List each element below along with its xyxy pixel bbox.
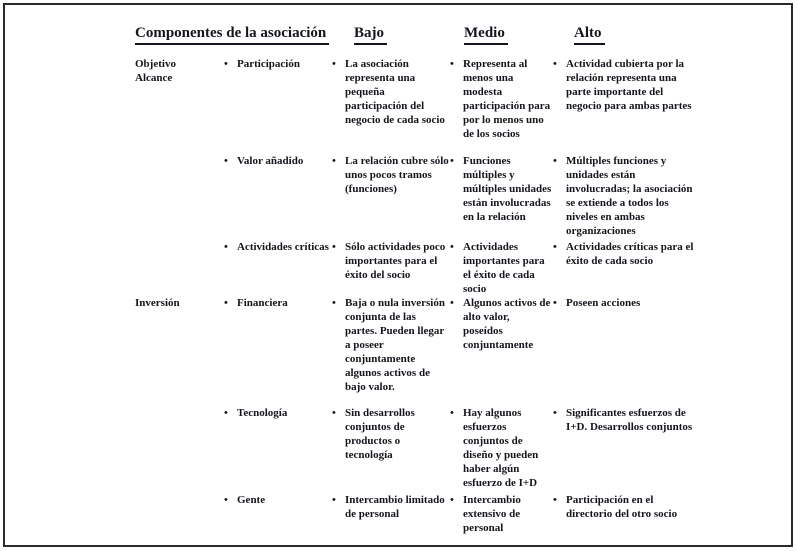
bullet-icon: • (553, 155, 557, 167)
bullet-icon: • (553, 241, 557, 253)
bajo-cell (331, 57, 449, 127)
component-label: Financiera (237, 297, 288, 309)
column-header-alto: Alto (574, 25, 605, 45)
medio-cell (449, 493, 552, 535)
bullet-icon: • (450, 494, 454, 506)
alto-cell (552, 240, 700, 268)
bajo-text: La asociación representa una pequeña participación del negocio de cada socio (345, 58, 445, 126)
alto-text: Actividad cubierta por la relación representa una parte importante del negocio para ambas partes (566, 58, 692, 112)
bullet-icon: • (224, 58, 228, 70)
bajo-cell (331, 493, 449, 521)
table-row (135, 296, 700, 406)
bajo-text: Intercambio limitado de personal (345, 494, 445, 520)
column-header-medio: Medio (464, 25, 508, 45)
bullet-icon: • (224, 407, 228, 419)
bullet-icon: • (450, 155, 454, 167)
component-label: Tecnología (237, 407, 288, 419)
medio-cell (449, 296, 552, 352)
alto-cell (552, 296, 700, 310)
alto-cell (552, 57, 700, 113)
bullet-icon: • (553, 494, 557, 506)
bullet-icon: • (450, 297, 454, 309)
bullet-icon: • (332, 407, 336, 419)
table-header (5, 25, 791, 47)
medio-text: Representa al menos una modesta participación para por lo menos uno de los socios (463, 58, 551, 140)
bullet-icon: • (332, 494, 336, 506)
component-cell (223, 154, 331, 168)
medio-text: Funciones múltiples y múltiples unidades están involucradas en la relación (463, 155, 552, 223)
table-row (135, 57, 700, 154)
bajo-cell (331, 406, 449, 462)
bajo-cell (331, 240, 449, 282)
group-cell (135, 57, 223, 85)
medio-text: Intercambio extensivo de personal (463, 494, 521, 534)
bullet-icon: • (450, 407, 454, 419)
component-cell (223, 57, 331, 71)
medio-cell (449, 406, 552, 490)
bajo-text: Baja o nula inversión conjunta de las partes. Pueden llegar a poseer conjuntamente algunos activos de bajo valor. (345, 297, 445, 393)
bajo-text: La relación cubre sólo unos pocos tramos (funciones) (345, 155, 449, 195)
alto-text: Participación en el directorio del otro socio (566, 494, 678, 520)
bullet-icon: • (553, 297, 557, 309)
bullet-icon: • (224, 241, 228, 253)
table-body (135, 57, 700, 538)
bullet-icon: • (450, 241, 454, 253)
bullet-icon: • (224, 494, 228, 506)
component-label: Actividades críticas (237, 241, 329, 253)
component-cell (223, 240, 331, 254)
table-row (135, 493, 700, 538)
bajo-text: Sólo actividades poco importantes para el éxito del socio (345, 241, 446, 281)
bajo-cell (331, 154, 449, 196)
alto-text: Poseen acciones (566, 297, 641, 309)
group-label: Inversión (135, 297, 180, 309)
table-row (135, 240, 700, 296)
bullet-icon: • (553, 407, 557, 419)
table-title: Componentes de la asociación (135, 25, 329, 45)
component-cell (223, 493, 331, 507)
component-cell (223, 406, 331, 420)
component-cell (223, 296, 331, 310)
component-label: Participación (237, 58, 300, 70)
column-header-bajo: Bajo (354, 25, 387, 45)
bullet-icon: • (332, 241, 336, 253)
bullet-icon: • (450, 58, 454, 70)
medio-text: Algunos activos de alto valor, poseídos conjuntamente (463, 297, 551, 351)
document-frame (3, 3, 793, 547)
table-row (135, 154, 700, 240)
bullet-icon: • (332, 155, 336, 167)
component-label: Valor añadido (237, 155, 304, 167)
alto-text: Actividades críticas para el éxito de cada socio (566, 241, 694, 267)
medio-cell (449, 154, 552, 224)
bajo-text: Sin desarrollos conjuntos de productos o tecnología (345, 407, 415, 461)
bullet-icon: • (224, 155, 228, 167)
bajo-cell (331, 296, 449, 394)
medio-cell (449, 240, 552, 296)
bullet-icon: • (553, 58, 557, 70)
alto-cell (552, 493, 700, 521)
medio-cell (449, 57, 552, 141)
bullet-icon: • (332, 58, 336, 70)
group-cell (135, 296, 223, 310)
group-label: Objetivo Alcance (135, 58, 176, 84)
table-row (135, 406, 700, 493)
alto-text: Múltiples funciones y unidades están involucradas; la asociación se extiende a todos los niveles en ambas organizaciones (566, 155, 693, 237)
bullet-icon: • (332, 297, 336, 309)
alto-cell (552, 406, 700, 434)
alto-text: Significantes esfuerzos de I+D. Desarrollos conjuntos (566, 407, 693, 433)
alto-cell (552, 154, 700, 238)
medio-text: Hay algunos esfuerzos conjuntos de diseño y pueden haber algún esfuerzo de I+D (463, 407, 539, 489)
component-label: Gente (237, 494, 266, 506)
medio-text: Actividades importantes para el éxito de cada socio (463, 241, 545, 295)
bullet-icon: • (224, 297, 228, 309)
